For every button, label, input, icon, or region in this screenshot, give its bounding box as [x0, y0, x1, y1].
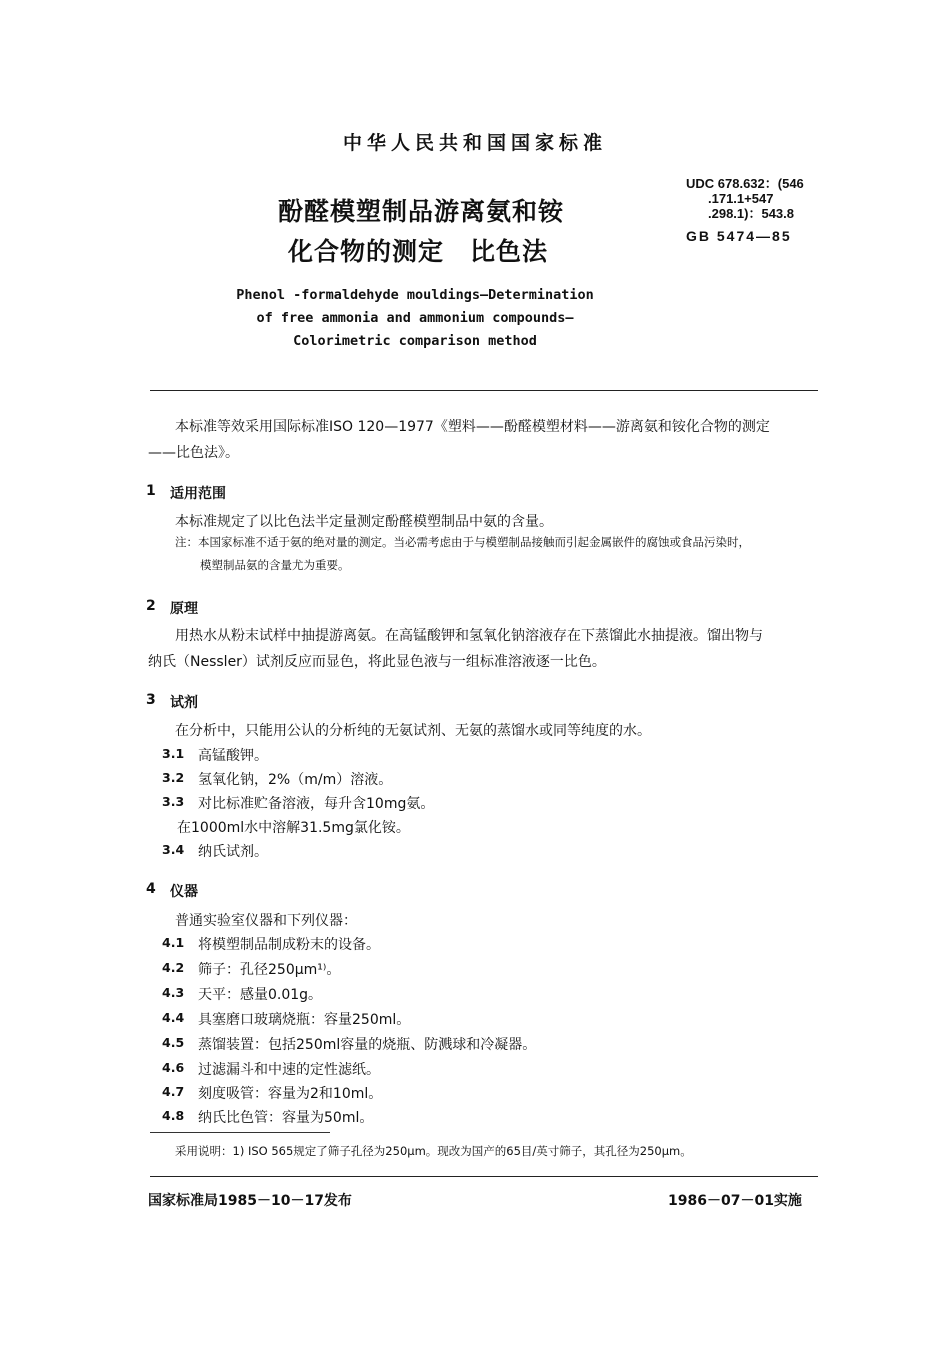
list-item: 在1000ml水中溶解31.5mg氯化铵。	[177, 820, 410, 836]
section1-number: 1	[146, 483, 156, 499]
title-en-line3: Colorimetric comparison method	[293, 333, 537, 349]
item-number: 3.2	[162, 770, 185, 785]
title-en-line1: Phenol -formaldehyde mouldings—Determination	[236, 287, 594, 303]
udc-line2: .171.1+547	[708, 191, 774, 206]
section2-number: 2	[146, 598, 156, 614]
section4-intro: 普通实验室仪器和下列仪器：	[175, 913, 357, 929]
footer-divider	[150, 1176, 818, 1177]
title-cn-line2: 化合物的测定 比色法	[288, 237, 549, 266]
list-item: 刻度吸管：容量为2和10ml。	[198, 1086, 383, 1102]
list-item: 氢氧化钠，2%（m/m）溶液。	[198, 772, 393, 788]
list-item: 筛子：孔径250μm¹⁾。	[198, 962, 341, 978]
footnote-divider	[150, 1132, 330, 1133]
item-number: 4.4	[162, 1010, 185, 1025]
list-item: 高锰酸钾。	[198, 748, 268, 764]
list-item: 纳氏比色管：容量为50ml。	[198, 1110, 374, 1126]
item-number: 4.2	[162, 960, 185, 975]
item-number: 4.1	[162, 935, 185, 950]
list-item: 天平：感量0.01g。	[198, 987, 323, 1003]
section1-note-line2: 模塑制品氨的含量尤为重要。	[200, 558, 350, 572]
section3-intro: 在分析中，只能用公认的分析纯的无氨试剂、无氨的蒸馏水或同等纯度的水。	[175, 723, 651, 739]
item-number: 3.4	[162, 842, 185, 857]
section2-line1: 用热水从粉末试样中抽提游离氨。在高锰酸钾和氢氧化钠溶液存在下蒸馏此水抽提液。馏出物与	[175, 628, 763, 644]
title-cn-line1: 酚醛模塑制品游离氨和铵	[278, 197, 565, 226]
header-divider	[150, 390, 818, 391]
item-number: 3.1	[162, 746, 185, 761]
effective-date: 1986－07－01实施	[668, 1193, 802, 1209]
intro-line2: ——比色法》。	[148, 445, 239, 461]
section3-title: 试剂	[170, 695, 198, 711]
section1-text: 本标准规定了以比色法半定量测定酚醛模塑制品中氨的含量。	[175, 514, 553, 530]
item-number: 4.7	[162, 1084, 185, 1099]
item-number: 4.5	[162, 1035, 185, 1050]
section4-title: 仪器	[170, 884, 198, 900]
list-item: 蒸馏装置：包括250ml容量的烧瓶、防溅球和冷凝器。	[198, 1037, 537, 1053]
gb-number: GB 5474—85	[686, 228, 792, 244]
item-number: 4.3	[162, 985, 185, 1000]
list-item: 纳氏试剂。	[198, 844, 268, 860]
udc-classification	[686, 176, 836, 221]
intro-line1: 本标准等效采用国际标准ISO 120—1977《塑料——酚醛模塑材料——游离氨和铵化合物的测定	[175, 419, 770, 435]
item-number: 4.6	[162, 1060, 185, 1075]
item-number: 4.8	[162, 1108, 185, 1123]
item-number: 3.3	[162, 794, 185, 809]
list-item: 将模塑制品制成粉末的设备。	[198, 937, 380, 953]
section1-title: 适用范围	[170, 486, 226, 502]
national-standard-heading: 中华人民共和国国家标准	[342, 132, 607, 154]
udc-line1: UDC 678.632：(546	[686, 176, 804, 191]
title-en	[150, 284, 680, 353]
issued-date: 国家标准局1985－10－17发布	[148, 1193, 352, 1209]
udc-line3: .298.1)：543.8	[708, 206, 795, 221]
list-item: 具塞磨口玻璃烧瓶：容量250ml。	[198, 1012, 411, 1028]
title-en-line2: of free ammonia and ammonium compounds—	[256, 310, 574, 326]
section3-number: 3	[146, 692, 156, 708]
list-item: 过滤漏斗和中速的定性滤纸。	[198, 1062, 380, 1078]
section2-line2: 纳氏（Nessler）试剂反应而显色，将此显色液与一组标准溶液逐一比色。	[148, 654, 606, 670]
section1-note-line1: 注：本国家标准不适于氨的绝对量的测定。当必需考虑由于与模塑制品接触而引起金属嵌件的腐蚀或食品污染时，	[175, 535, 750, 549]
list-item: 对比标准贮备溶液，每升含10mg氨。	[198, 796, 435, 812]
footnote: 采用说明：1) ISO 565规定了筛子孔径为250μm。现改为国产的65目/英寸筛子，其孔径为250μm。	[175, 1144, 692, 1158]
section4-number: 4	[146, 881, 156, 897]
section2-title: 原理	[170, 601, 198, 617]
